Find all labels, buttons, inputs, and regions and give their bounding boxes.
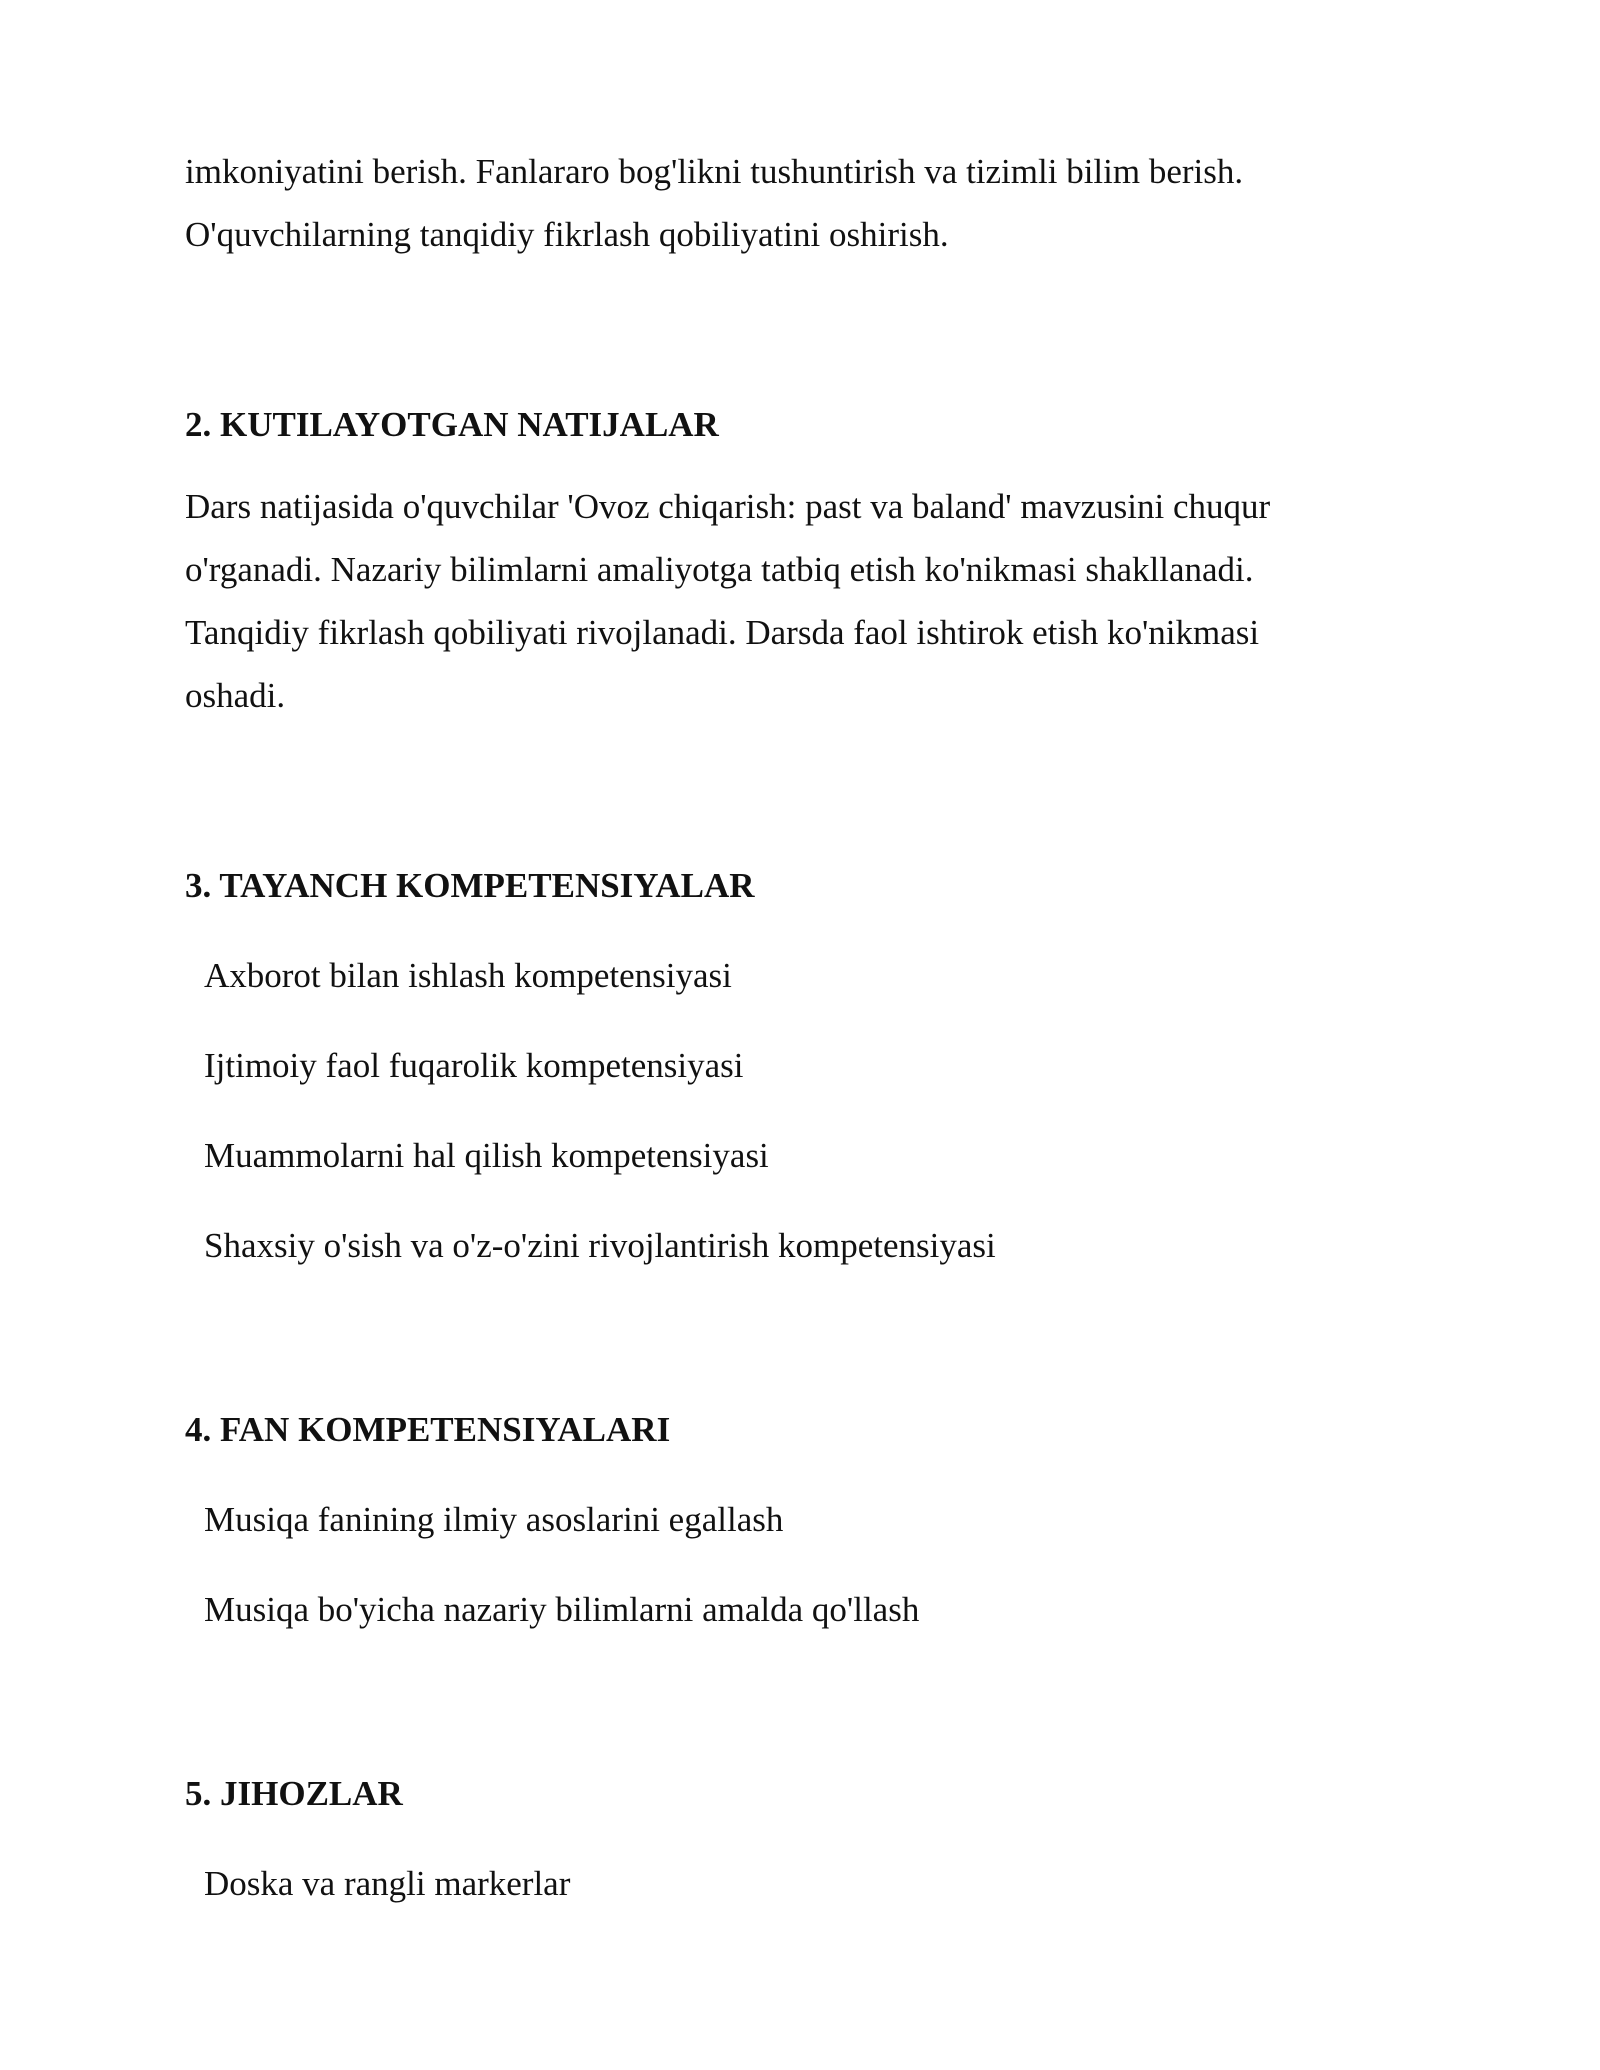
text-line: o'rganadi. Nazariy bilimlarni amaliyotga tatbiq etish ko'nikmasi shakllanadi.	[185, 550, 1254, 589]
text-line: Dars natijasida o'quvchilar 'Ovoz chiqarish: past va baland' mavzusini chuqur	[185, 487, 1271, 526]
document-page	[185, 140, 1415, 1909]
text-line: Tanqidiy fikrlash qobiliyati rivojlanadi. Darsda faol ishtirok etish ko'nikmasi	[185, 613, 1260, 652]
list-item: Muammolarni hal qilish kompetensiyasi	[204, 1136, 769, 1175]
section-heading-equipment: 5. JIHOZLAR	[185, 1774, 403, 1813]
list-item: Ijtimoiy faol fuqarolik kompetensiyasi	[204, 1046, 744, 1085]
subject-competencies-list	[185, 1495, 1415, 1635]
core-competencies-list	[185, 951, 1415, 1271]
list-item: Musiqa bo'yicha nazariy bilimlarni amalda qo'llash	[204, 1590, 920, 1629]
list-item: Shaxsiy o'sish va o'z-o'zini rivojlantirish kompetensiyasi	[204, 1226, 996, 1265]
section-heading-core-competencies: 3. TAYANCH KOMPETENSIYALAR	[185, 866, 755, 905]
section-heading-subject-competencies: 4. FAN KOMPETENSIYALARI	[185, 1410, 671, 1449]
list-item: Doska va rangli markerlar	[204, 1864, 571, 1903]
equipment-list	[185, 1859, 1415, 1909]
section-heading-expected-results: 2. KUTILAYOTGAN NATIJALAR	[185, 405, 719, 444]
text-line: imkoniyatini berish. Fanlararo bog'likni tushuntirish va tizimli bilim berish.	[185, 152, 1244, 191]
text-line: oshadi.	[185, 676, 286, 715]
list-item: Musiqa fanining ilmiy asoslarini egallash	[204, 1500, 784, 1539]
text-line: O'quvchilarning tanqidiy fikrlash qobiliyatini oshirish.	[185, 215, 949, 254]
list-item: Axborot bilan ishlash kompetensiyasi	[204, 956, 732, 995]
intro-paragraph	[185, 140, 1415, 266]
expected-results-paragraph	[185, 475, 1415, 727]
